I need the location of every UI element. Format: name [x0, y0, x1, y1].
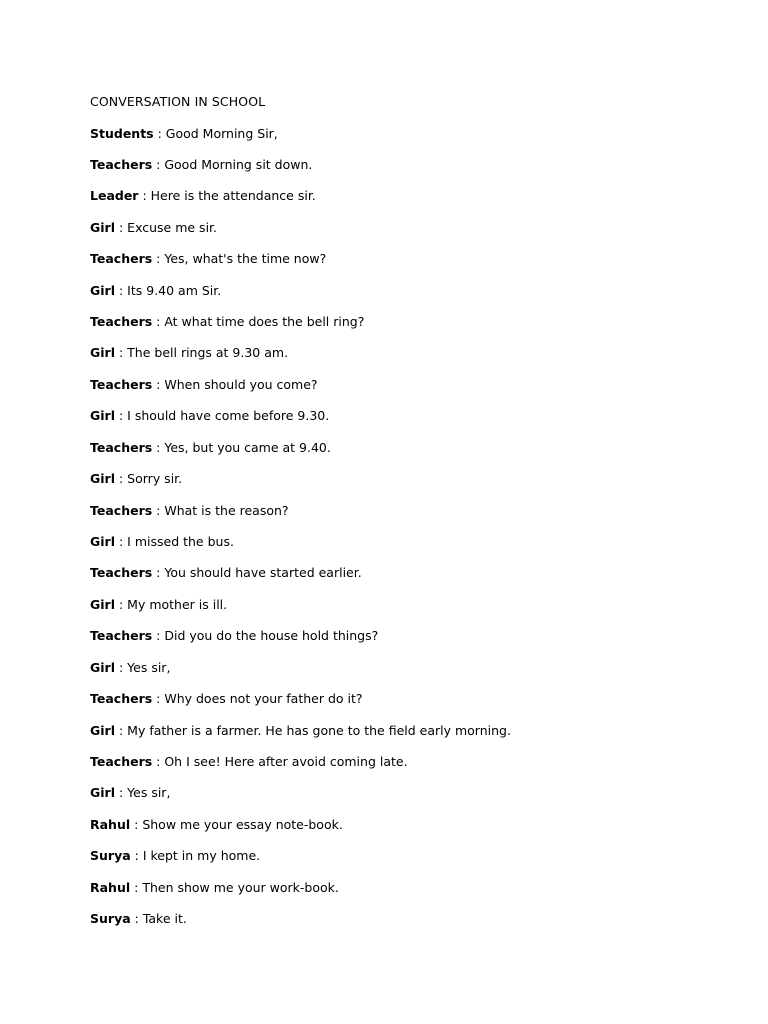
- separator: :: [115, 408, 128, 424]
- separator: :: [115, 659, 128, 675]
- separator: :: [115, 722, 128, 738]
- separator: :: [115, 533, 128, 549]
- dialogue-text: Good Morning sit down.: [164, 156, 313, 172]
- separator: :: [115, 471, 128, 487]
- dialogue-text: Good Morning Sir,: [165, 125, 278, 141]
- dialogue-text: At what time does the bell ring?: [164, 314, 365, 330]
- dialogue-line: [90, 376, 730, 407]
- separator: :: [130, 816, 143, 832]
- dialogue-text: I kept in my home.: [142, 848, 261, 864]
- dialogue-text: What is the reason?: [164, 502, 289, 518]
- separator: :: [115, 282, 128, 298]
- speaker-name: Surya: [90, 911, 131, 927]
- dialogue-text: Here is the attendance sir.: [150, 188, 316, 204]
- dialogue-text: Did you do the house hold things?: [164, 628, 379, 644]
- separator: :: [153, 125, 166, 141]
- dialogue-line: [90, 125, 730, 156]
- separator: :: [152, 251, 165, 267]
- separator: :: [152, 753, 165, 769]
- dialogue-line: [90, 439, 730, 470]
- dialogue-text: Then show me your work-book.: [142, 879, 339, 895]
- separator: :: [130, 879, 143, 895]
- dialogue-text: Show me your essay note-book.: [142, 816, 343, 832]
- separator: :: [115, 345, 128, 361]
- separator: :: [152, 156, 165, 172]
- speaker-name: Teachers: [90, 376, 153, 392]
- speaker-name: Teachers: [90, 753, 153, 769]
- separator: :: [152, 502, 165, 518]
- separator: :: [152, 314, 165, 330]
- dialogue-line: [90, 407, 730, 438]
- dialogue-text: Yes, but you came at 9.40.: [164, 439, 331, 455]
- speaker-name: Girl: [90, 722, 115, 738]
- speaker-name: Girl: [90, 533, 115, 549]
- dialogue-line: [90, 282, 730, 313]
- speaker-name: Girl: [90, 282, 115, 298]
- dialogue-text: You should have started earlier.: [164, 565, 362, 581]
- dialogue-line: [90, 344, 730, 375]
- separator: :: [152, 691, 165, 707]
- separator: :: [130, 911, 143, 927]
- speaker-name: Rahul: [90, 879, 131, 895]
- speaker-name: Teachers: [90, 314, 153, 330]
- dialogue-line: [90, 784, 730, 815]
- dialogue-text: Excuse me sir.: [127, 219, 218, 235]
- document-body: [90, 93, 730, 941]
- dialogue-line: [90, 847, 730, 878]
- dialogue-text: Yes sir,: [127, 659, 171, 675]
- separator: :: [152, 628, 165, 644]
- dialogue-line: [90, 596, 730, 627]
- speaker-name: Rahul: [90, 816, 131, 832]
- dialogue-text: My mother is ill.: [127, 596, 228, 612]
- speaker-name: Girl: [90, 596, 115, 612]
- speaker-name: Surya: [90, 848, 131, 864]
- separator: :: [130, 848, 143, 864]
- dialogue-text: Take it.: [142, 911, 187, 927]
- dialogue-line: [90, 690, 730, 721]
- dialogue-line: [90, 627, 730, 658]
- speaker-name: Teachers: [90, 628, 153, 644]
- dialogue-line: [90, 313, 730, 344]
- speaker-name: Teachers: [90, 439, 153, 455]
- speaker-name: Students: [90, 125, 154, 141]
- speaker-name: Teachers: [90, 156, 153, 172]
- speaker-name: Girl: [90, 785, 115, 801]
- speaker-name: Girl: [90, 219, 115, 235]
- speaker-name: Teachers: [90, 565, 153, 581]
- dialogue-line: [90, 502, 730, 533]
- speaker-name: Teachers: [90, 502, 153, 518]
- dialogue-line: [90, 879, 730, 910]
- dialogue-line: [90, 219, 730, 250]
- dialogue-line: [90, 722, 730, 753]
- speaker-name: Teachers: [90, 691, 153, 707]
- dialogue-text: Why does not your father do it?: [164, 691, 363, 707]
- dialogue-text: I missed the bus.: [127, 533, 234, 549]
- separator: :: [115, 596, 128, 612]
- dialogue-line: [90, 564, 730, 595]
- dialogue-text: I should have come before 9.30.: [127, 408, 330, 424]
- dialogue-line: [90, 250, 730, 281]
- dialogue-line: [90, 470, 730, 501]
- speaker-name: Girl: [90, 471, 115, 487]
- separator: :: [152, 439, 165, 455]
- separator: :: [115, 785, 128, 801]
- dialogue-text: Yes sir,: [127, 785, 171, 801]
- dialogue-text: Oh I see! Here after avoid coming late.: [164, 753, 408, 769]
- speaker-name: Girl: [90, 345, 115, 361]
- document-title: CONVERSATION IN SCHOOL: [90, 94, 266, 109]
- speaker-name: Girl: [90, 408, 115, 424]
- separator: :: [152, 376, 165, 392]
- dialogue-line: [90, 187, 730, 218]
- dialogue-text: Its 9.40 am Sir.: [127, 282, 222, 298]
- speaker-name: Teachers: [90, 251, 153, 267]
- speaker-name: Leader: [90, 188, 139, 204]
- dialogue-line: [90, 816, 730, 847]
- dialogue-text: The bell rings at 9.30 am.: [127, 345, 289, 361]
- dialogue-text: Sorry sir.: [127, 471, 183, 487]
- dialogue-list: [90, 125, 730, 942]
- dialogue-line: [90, 156, 730, 187]
- speaker-name: Girl: [90, 659, 115, 675]
- dialogue-text: My father is a farmer. He has gone to the field early morning.: [127, 722, 511, 738]
- separator: :: [152, 565, 165, 581]
- separator: :: [115, 219, 128, 235]
- separator: :: [138, 188, 151, 204]
- dialogue-line: [90, 533, 730, 564]
- dialogue-text: Yes, what's the time now?: [164, 251, 327, 267]
- dialogue-text: When should you come?: [164, 376, 318, 392]
- dialogue-line: [90, 753, 730, 784]
- dialogue-line: [90, 659, 730, 690]
- dialogue-line: [90, 910, 730, 941]
